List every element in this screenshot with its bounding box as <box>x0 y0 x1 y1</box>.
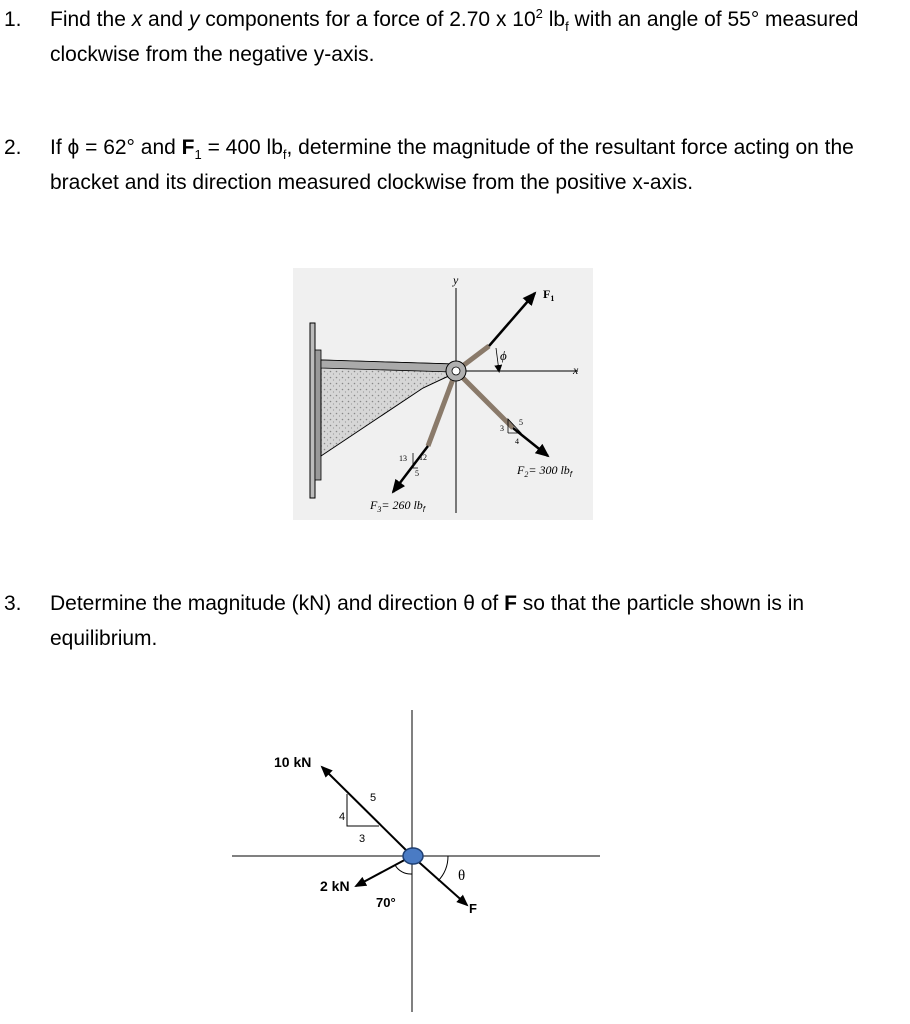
seventy-arc <box>395 865 412 874</box>
x-axis-label: x <box>573 363 579 377</box>
svg-text:5: 5 <box>415 469 419 478</box>
y-axis-label: y <box>453 273 459 287</box>
bracket-figure <box>293 268 593 520</box>
F1-label: $F_1$ <box>543 287 555 303</box>
svg-text:5: 5 <box>519 418 523 427</box>
wall <box>310 323 315 498</box>
svg-text:4: 4 <box>339 811 346 823</box>
particle-figure <box>0 700 910 1020</box>
theta-arc <box>438 856 448 881</box>
svg-text:12: 12 <box>419 453 427 462</box>
svg-text:4: 4 <box>515 437 519 446</box>
problem-text: If ϕ = 62° and $F_1 = 400$ $lb_f$, determine the magnitude of the resultant force acting on the bracket and its direction measured clockwise from the positive x-axis. <box>50 136 854 194</box>
svg-text:5: 5 <box>370 792 377 804</box>
theta-label: θ <box>458 868 466 884</box>
two-kn-arrow <box>356 856 412 886</box>
ten-kn-arrow <box>322 767 412 856</box>
F3-label: $F_3= 260$ $lb_f$ <box>370 498 426 514</box>
svg-text:13: 13 <box>399 454 407 463</box>
problem-number: 1. <box>4 8 22 31</box>
problem-text: Find the x and y components for a force of 2.70 x $10^2$ $lb_f$ with an angle of 55° measured clockwise from the negative y-axis. <box>50 6 859 66</box>
problem-number: 2. <box>4 136 22 159</box>
particle <box>403 848 423 864</box>
F-label: F <box>469 901 477 916</box>
two-kn-label: 2 kN <box>320 878 350 894</box>
svg-text:3: 3 <box>500 424 504 433</box>
phi-label: ϕ <box>500 348 507 363</box>
problem-text: Determine the magnitude (kN) and direction θ of F so that the particle shown is in equilibrium. <box>50 592 805 650</box>
problem-number: 3. <box>4 592 22 615</box>
F2-label: $F_2= 300$ $lb_f$ <box>517 463 573 479</box>
ten-kn-label: 10 kN <box>274 754 312 770</box>
svg-text:3: 3 <box>359 833 366 845</box>
seventy-label: 70° <box>376 895 396 910</box>
